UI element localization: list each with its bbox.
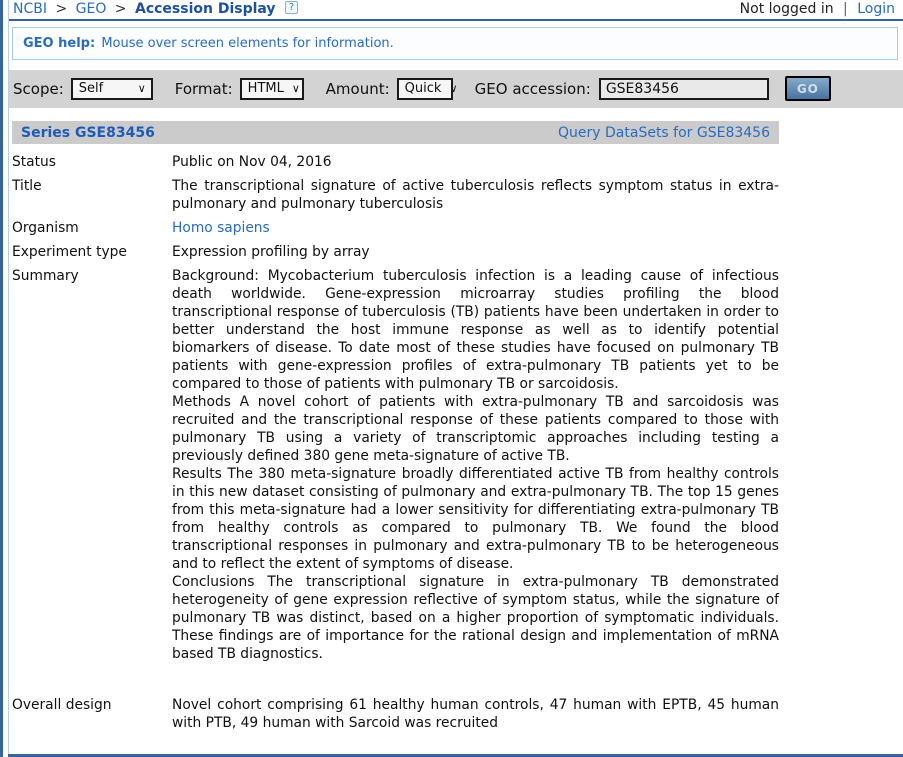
page-title: Accession Display: [134, 1, 276, 17]
summary-label: Summary: [12, 268, 79, 284]
query-datasets-link[interactable]: Query DataSets for GSE83456: [558, 125, 770, 141]
experiment-type-value: Expression profiling by array: [172, 244, 370, 260]
amount-label: Amount:: [325, 79, 390, 98]
breadcrumb-separator: >: [55, 1, 68, 17]
summary-paragraph-background: Background: Mycobacterium tuberculosis infection is a leading cause of infectious death worldwide. Gene-expression microarray studies profiling the blood transcriptional response of tuberculosis (TB) patients have been undertaken in order to better understand the host immune response as well as to identify potential biomarkers of disease. To date most of these studies have focused on pulmonary TB patients with gene-expression profiles of extra-pulmonary TB patients yet to be compared to those of patients with pulmonary TB or sarcoidosis.: [172, 268, 779, 392]
chevron-down-icon: ∨: [291, 82, 300, 95]
title-label: Title: [12, 178, 42, 194]
breadcrumb-separator: >: [114, 1, 127, 17]
login-area: [740, 1, 895, 17]
title-row: [12, 177, 779, 219]
status-label: Status: [12, 154, 56, 170]
scope-label: Scope:: [13, 79, 64, 98]
experiment-type-label: Experiment type: [12, 244, 127, 260]
status-row: [12, 153, 779, 177]
series-title: Series GSE83456: [21, 125, 155, 141]
overall-design-label: Overall design: [12, 697, 112, 713]
geo-help-banner: [12, 27, 898, 60]
summary-row: [12, 267, 779, 669]
breadcrumb: [13, 1, 298, 17]
summary-value: [172, 267, 779, 669]
format-selected-value: HTML: [247, 81, 284, 96]
chevron-down-icon: ∨: [449, 82, 458, 95]
series-record: [12, 121, 779, 738]
scope-select[interactable]: [71, 78, 153, 100]
amount-select[interactable]: [397, 78, 458, 100]
page-left-divider: [8, 0, 9, 757]
experiment-type-row: [12, 243, 779, 267]
geo-accession-input[interactable]: [599, 78, 769, 100]
login-status-text: Not logged in: [739, 1, 834, 17]
series-header-bar: [12, 121, 779, 144]
top-navigation-bar: [9, 0, 903, 21]
summary-paragraph-results: Results The 380 meta-signature broadly differentiated active TB from healthy controls in this new dataset consisting of pulmonary and extra-pulmonary TB. The top 15 genes from this meta-signature had a lower sensitivity for differentiating extra-pulmonary TB from healthy controls as compared to pulmonary TB. We found the blood transcriptional responses in pulmonary and extra-pulmonary TB to be heterogeneous and to reflect the extent of symptoms of disease.: [172, 466, 779, 572]
breadcrumb-ncbi-link[interactable]: NCBI: [13, 1, 47, 17]
title-value: The transcriptional signature of active tuberculosis reflects symptom status in extra-pulmonary and pulmonary tuberculosis: [172, 178, 779, 212]
query-toolbar: [9, 70, 903, 108]
amount-selected-value: Quick: [404, 81, 442, 96]
summary-paragraph-methods: Methods A novel cohort of patients with extra-pulmonary TB and sarcoidosis was recruited and the transcriptional response of these patients compared to those with pulmonary TB using a variety of transcriptomic approaches including testing a previously defined 380 gene meta-signature of active TB.: [172, 394, 779, 464]
scope-selected-value: Self: [78, 81, 104, 96]
overall-design-value: Novel cohort comprising 61 healthy human controls, 47 human with EPTB, 45 human with PTB, 49 human with Sarcoid was recruited: [172, 697, 779, 731]
page-left-border: [0, 0, 3, 757]
geo-help-text: Mouse over screen elements for information.: [101, 36, 394, 51]
organism-link[interactable]: Homo sapiens: [172, 220, 270, 236]
login-link[interactable]: Login: [857, 1, 895, 17]
go-button[interactable]: GO: [785, 76, 831, 101]
organism-label: Organism: [12, 220, 79, 236]
status-value: Public on Nov 04, 2016: [172, 154, 332, 170]
summary-paragraph-conclusions: Conclusions The transcriptional signature in extra-pulmonary TB demonstrated heterogeneity of gene expression reflective of symptom status, while the signature of pulmonary TB was distinct, based on a higher proportion of symptomatic individuals. These findings are of importance for the rational design and implementation of mRNA based TB diagnostics.: [172, 574, 779, 662]
help-icon[interactable]: ?: [285, 1, 298, 14]
login-separator: |: [843, 1, 848, 17]
breadcrumb-geo-link[interactable]: GEO: [75, 1, 107, 17]
format-label: Format:: [174, 79, 233, 98]
geo-accession-label: GEO accession:: [474, 79, 591, 98]
format-select[interactable]: [240, 78, 304, 100]
chevron-down-icon: ∨: [137, 82, 146, 95]
organism-row: [12, 219, 779, 243]
overall-design-row: [12, 669, 779, 738]
record-fields-table: [12, 153, 779, 738]
geo-help-label: GEO help:: [23, 36, 96, 51]
